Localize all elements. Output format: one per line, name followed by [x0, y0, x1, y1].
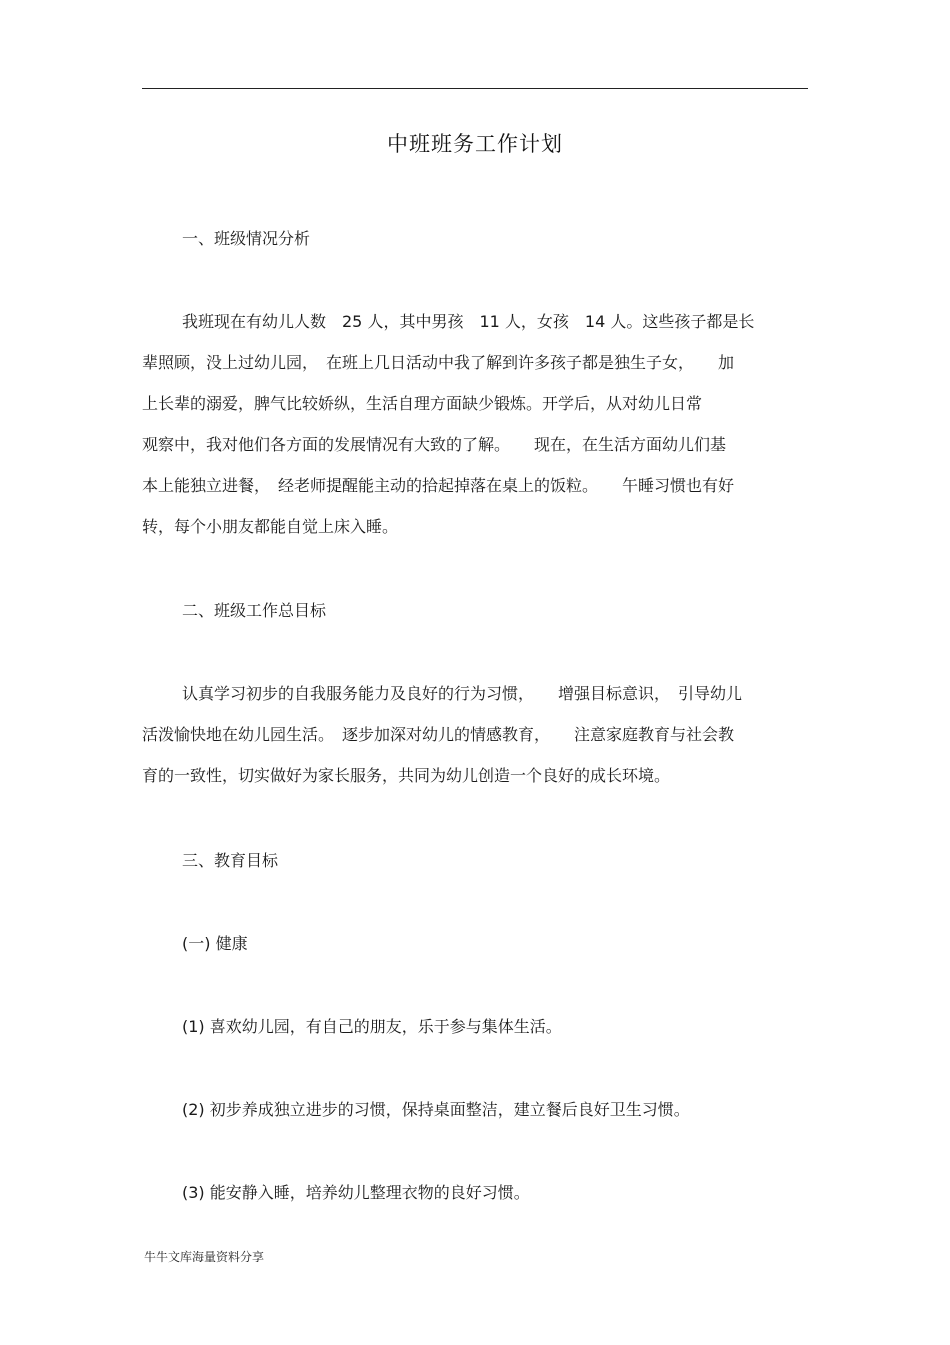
paragraph-line: 认真学习初步的自我服务能力及良好的行为习惯， 增强目标意识， 引导幼儿: [182, 684, 743, 703]
document-title: 中班班务工作计划: [387, 132, 563, 156]
paragraph-class-analysis: [142, 310, 808, 556]
list-item: (1) 喜欢幼儿园，有自己的朋友，乐于参与集体生活。: [182, 1017, 562, 1036]
paragraph-line: 观察中，我对他们各方面的发展情况有大致的了解。 现在，在生活方面幼儿们基: [142, 435, 727, 454]
paragraph-overall-goals: [142, 682, 808, 805]
paragraph-line: 上长辈的溺爱，脾气比较娇纵，生活自理方面缺少锻炼。开学后，从对幼儿日常: [142, 394, 703, 413]
section-heading-class-analysis: 一、班级情况分析: [182, 229, 311, 248]
list-item: (3) 能安静入睡，培养幼儿整理衣物的良好习惯。: [182, 1183, 530, 1202]
subsection-heading-health: (一) 健康: [182, 934, 248, 953]
paragraph-line: 育的一致性，切实做好为家长服务，共同为幼儿创造一个良好的成长环境。: [142, 766, 671, 785]
paragraph-line: 转，每个小朋友都能自觉上床入睡。: [142, 517, 399, 536]
section-heading-overall-goals: 二、班级工作总目标: [182, 601, 327, 620]
paragraph-line: 我班现在有幼儿人数 25 人，其中男孩 11 人，女孩 14 人。这些孩子都是长: [182, 312, 755, 331]
footer-text: 牛牛文库海量资料分享: [144, 1250, 265, 1264]
paragraph-line: 活泼愉快地在幼儿园生活。 逐步加深对幼儿的情感教育， 注意家庭教育与社会教: [142, 725, 735, 744]
section-heading-education-goals: 三、教育目标: [182, 851, 279, 870]
list-item: (2) 初步养成独立进步的习惯，保持桌面整洁，建立餐后良好卫生习惯。: [182, 1100, 690, 1119]
paragraph-line: 本上能独立进餐， 经老师提醒能主动的拾起掉落在桌上的饭粒。 午睡习惯也有好: [142, 476, 735, 495]
paragraph-line: 辈照顾，没上过幼儿园， 在班上几日活动中我了解到许多孩子都是独生子女， 加: [142, 353, 735, 372]
header-rule: [142, 88, 808, 89]
